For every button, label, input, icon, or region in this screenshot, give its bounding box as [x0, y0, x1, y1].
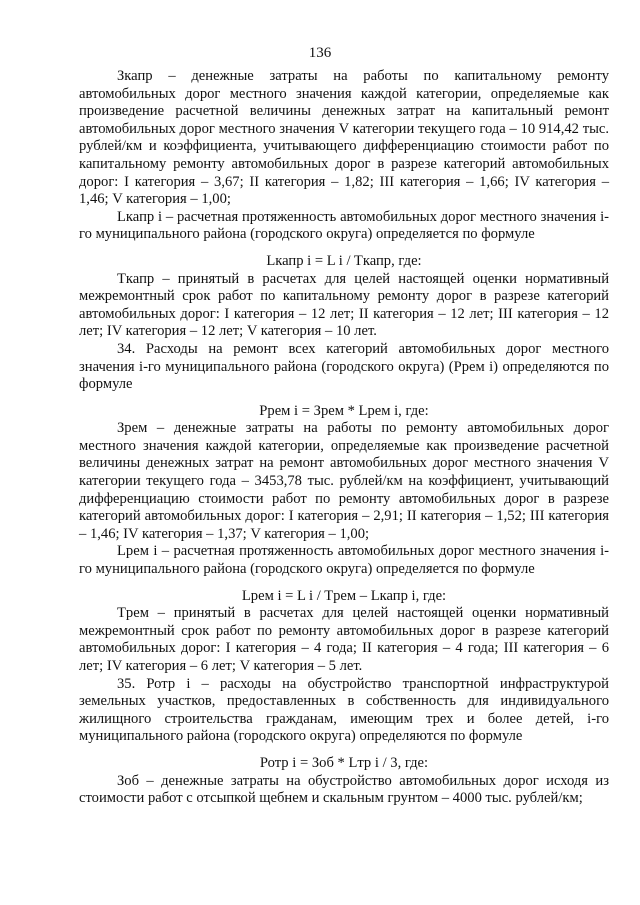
formula-prem: Ррем i = Зрем * Lрем i, где:	[259, 402, 429, 419]
formula-potr: Ротр i = Зоб * Lтр i / 3, где:	[259, 754, 429, 771]
paragraph-item-35: 35. Ротр i – расходы на обустройство транспортной инфраструктурой земельных участков, предоставленных в собственность для индивидуального жилищного строительства гражданам, имеющим трех и более детей, i-го муниципального района (городского округа) определяются по формуле	[79, 675, 609, 745]
paragraph-zkapr: Зкапр – денежные затраты на работы по капитальному ремонту автомобильных дорог местного значения каждой категории, определяемые как произведение расчетной величины денежных затрат на капитальный ремонт автомобильных дорог местного значения V категории текущего года – 10 914,42 тыс. рублей/км и коэффициента, учитывающего дифференциацию стоимости работ по капитальному ремонту автомобильных дорог в разрезе категорий автомобильных дорог: I категория – 3,67; II категория – 1,82; III категория – 1,66; IV категория – 1,46; V категория – 1,00;	[79, 68, 609, 208]
formula-lrem: Lрем i = L i / Tрем – Lкапр i, где:	[241, 587, 447, 604]
paragraph-tkapr: Tкапр – принятый в расчетах для целей настоящей оценки нормативный межремонтный срок работ по капитальному ремонту дорог в разрезе категорий автомобильных дорог: I категория – 12 лет; II категория – 12 лет; III категория – 12 лет; IV категория – 12 лет; V категория – 10 лет.	[79, 270, 609, 340]
paragraph-zob: Зоб – денежные затраты на обустройство автомобильных дорог исходя из стоимости работ с отсыпкой щебнем и скальным грунтом – 4000 тыс. рублей/км;	[79, 772, 609, 807]
body-text	[79, 68, 609, 808]
paragraph-lkapr: Lкапр i – расчетная протяженность автомобильных дорог местного значения i-го муниципального района (городского округа) определяется по формуле	[79, 208, 609, 243]
paragraph-trem: Tрем – принятый в расчетах для целей настоящей оценки нормативный межремонтный срок работ по ремонту автомобильных дорог в разрезе категорий автомобильных дорог: I категория – 4 года; II категория – 4 года; III категория – 6 лет; IV категория – 6 лет; V категория – 5 лет.	[79, 605, 609, 674]
page-number: 136	[308, 45, 332, 61]
paragraph-lrem: Lрем i – расчетная протяженность автомобильных дорог местного значения i-го муниципального района (городского округа) определяется по формуле	[79, 543, 609, 578]
formula-lkapr: Lкапр i = L i / Tкапр, где:	[266, 252, 422, 269]
paragraph-zrem: Зрем – денежные затраты на работы по ремонту автомобильных дорог местного значения каждой категории, определяемые как произведение расчетной величины денежных затрат на ремонт автомобильных дорог местного значения V категории текущего года – 3453,78 тыс. рублей/км на коэффициент, учитывающий дифференциацию стоимости работ по ремонту автомобильных дорог в разрезе категорий автомобильных дорог: I категория – 2,91; II категория – 1,52; III категория – 1,46; IV категория – 1,37; V категория – 1,00;	[79, 420, 609, 542]
paragraph-item-34: 34. Расходы на ремонт всех категорий автомобильных дорог местного значения i-го муниципального района (городского округа) (Ррем i) определяются по формуле	[79, 340, 609, 393]
